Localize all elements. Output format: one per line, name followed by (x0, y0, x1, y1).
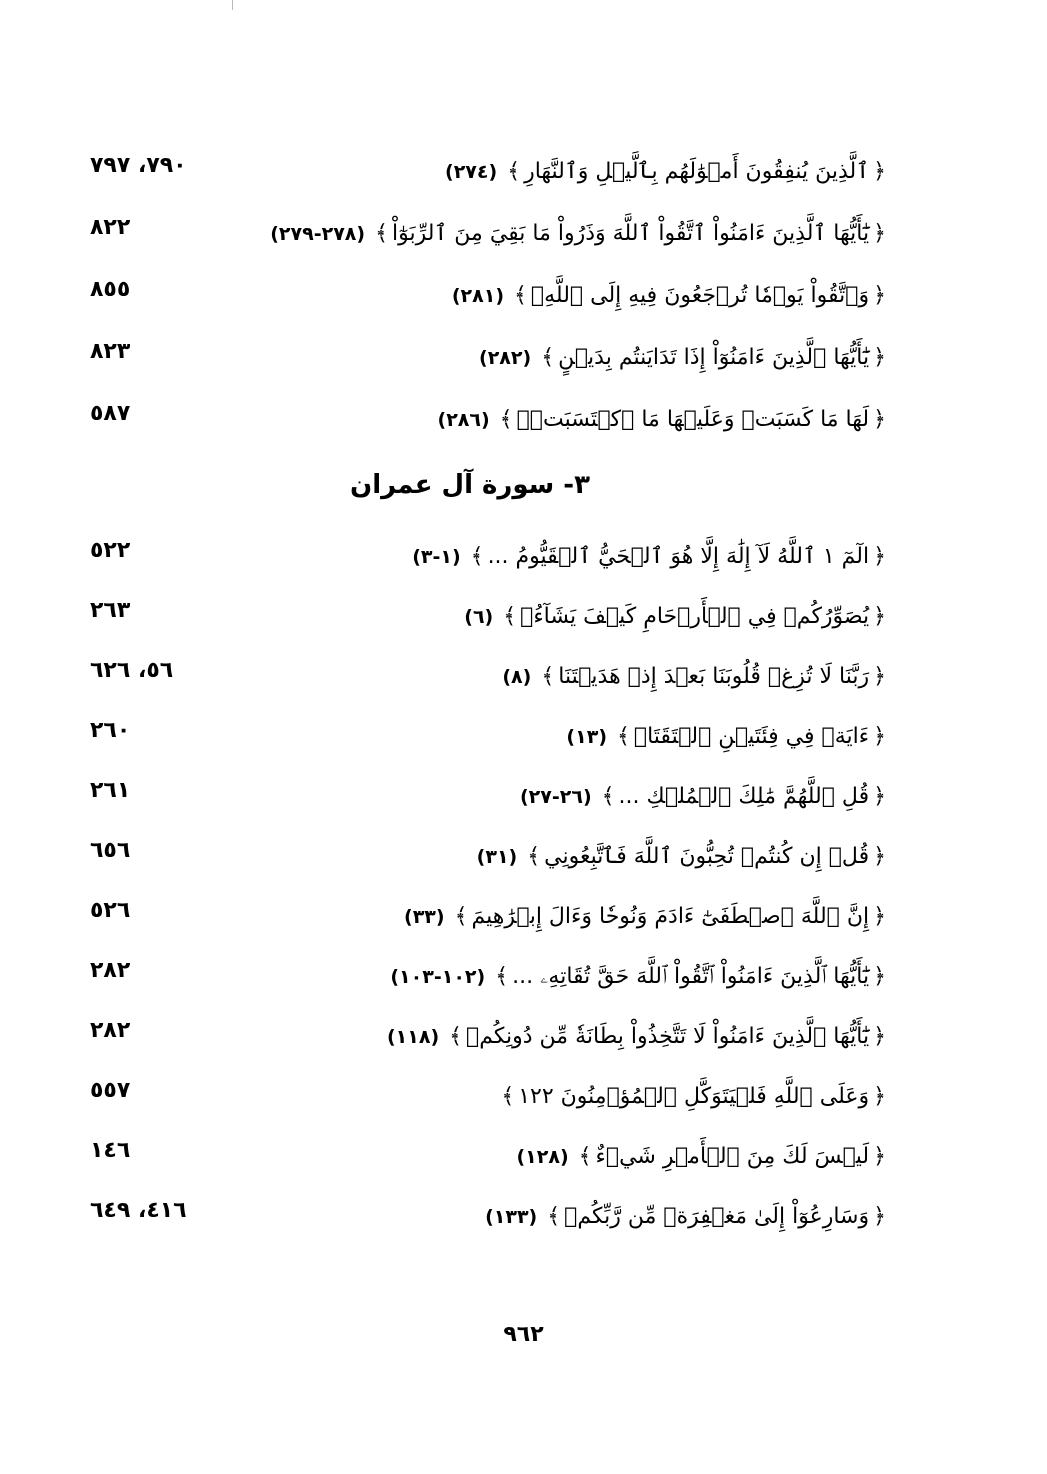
ornament-close-icon: ﴾ (547, 1204, 561, 1229)
ornament-close-icon: ﴾ (454, 904, 468, 929)
verse-text: يَٰٓأَيُّهَا ٱلَّذِينَ ءَامَنُواْ ٱتَّقُواْ ٱللَّهَ حَقَّ تُقَاتِهِۦ ... (512, 964, 870, 989)
index-row (80, 718, 890, 774)
verse-text: قُلۡ إِن كُنتُمۡ تُحِبُّونَ ٱللَّهَ فَٱتَّبِعُونِي (544, 844, 870, 869)
index-row (80, 658, 890, 714)
index-row (80, 1018, 890, 1074)
ornament-open-icon: ﴿ (873, 345, 886, 370)
page-reference: ٨٥٥ (90, 277, 131, 302)
verse-text: يَٰٓأَيُّهَا ٱلَّذِينَ ءَامَنُواْ لَا تَتَّخِذُواْ بِطَانَةٗ مِّن دُونِكُمۡ (466, 1024, 870, 1049)
page-reference: ٥٢٦ (90, 898, 131, 923)
page-reference: ٢٦١ (90, 778, 131, 803)
verse-text: يُصَوِّرُكُمۡ فِي ٱلۡأَرۡحَامِ كَيۡفَ يَشَآءُۚ (520, 604, 870, 629)
ornament-open-icon: ﴿ (873, 1024, 886, 1049)
ayah-number: (١-٣) (412, 546, 461, 568)
page-reference: ٥٥٧ (90, 1078, 131, 1103)
index-row (80, 153, 890, 209)
ayah-number: (٣٣) (404, 906, 445, 928)
verse-entry (566, 722, 890, 752)
ayah-number: (١٣٣) (485, 1206, 538, 1228)
index-row (80, 401, 890, 457)
ornament-open-icon: ﴿ (873, 724, 886, 749)
index-row (80, 598, 890, 654)
ornament-open-icon: ﴿ (873, 221, 886, 246)
verse-text: قُلِ ٱللَّهُمَّ مَٰلِكَ ٱلۡمُلۡكِ ... (618, 784, 870, 809)
verse-entry (464, 602, 890, 632)
ornament-open-icon: ﴿ (873, 844, 886, 869)
ornament-open-icon: ﴿ (873, 283, 886, 308)
verse-entry (390, 962, 890, 992)
page-reference: ٥٦، ٦٢٦ (90, 658, 174, 683)
verse-entry (479, 343, 890, 373)
verse-text: يَٰٓأَيُّهَا ٱلَّذِينَ ءَامَنُوٓاْ إِذَا تَدَايَنتُم بِدَيۡنٍ (558, 345, 870, 370)
ornament-close-icon: ﴾ (541, 664, 555, 689)
ornament-close-icon: ﴾ (507, 159, 521, 184)
index-row (80, 838, 890, 894)
page-number: ٩٦٢ (503, 1322, 544, 1347)
ornament-open-icon: ﴿ (873, 604, 886, 629)
ayah-number: (٦) (464, 606, 494, 628)
verse-text: وَعَلَى ٱللَّهِ فَلۡيَتَوَكَّلِ ٱلۡمُؤۡمِنُونَ ١٢٢ (518, 1084, 870, 1109)
ayah-number: (١٠٢-١٠٣) (390, 966, 486, 988)
ornament-close-icon: ﴾ (499, 407, 513, 432)
ayah-number: (٢٨١) (451, 285, 505, 307)
verse-text: وَسَارِعُوٓاْ إِلَىٰ مَغۡفِرَةٖ مِّن رَّبِّكُمۡ (564, 1204, 870, 1229)
verse-text: لَهَا مَا كَسَبَتۡ وَعَلَيۡهَا مَا ٱكۡتَسَبَتۡۗ (516, 407, 870, 432)
ornament-close-icon: ﴾ (375, 221, 388, 246)
ayah-number: (٣١) (476, 846, 518, 868)
ornament-close-icon: ﴾ (541, 345, 555, 370)
index-row (80, 958, 890, 1014)
page-reference: ٢٦٣ (90, 598, 131, 623)
index-row (80, 1198, 890, 1254)
verse-entry (387, 1022, 890, 1052)
page-reference: ٢٦٠ (90, 718, 131, 743)
ayah-number: (٨) (502, 666, 532, 688)
page-reference: ٨٢٢ (90, 215, 131, 240)
ayah-number: (٢٧٨-٢٧٩) (270, 223, 366, 245)
verse-text: الٓمٓ ١ ٱللَّهُ لَآ إِلَٰهَ إِلَّا هُوَ ٱلۡحَيُّ ٱلۡقَيُّومُ ... (487, 544, 870, 569)
index-row (80, 277, 890, 333)
verse-entry (452, 281, 890, 311)
verse-text: ٱلَّذِينَ يُنفِقُونَ أَمۡوَٰلَهُم بِٱلَّيۡلِ وَٱلنَّهَارِ (524, 159, 870, 184)
page-reference: ٥٨٧ (90, 401, 131, 426)
verse-entry (520, 782, 890, 812)
page-reference: ٧٩٠، ٧٩٧ (90, 153, 187, 178)
verse-text: ءَايَةٞ فِي فِئَتَيۡنِ ٱلۡتَقَتَاۖ (633, 724, 870, 749)
page-reference: ٨٢٣ (90, 339, 131, 364)
page-reference: ٢٨٢ (90, 1018, 131, 1043)
verse-entry (502, 662, 890, 692)
ornament-open-icon: ﴿ (873, 904, 886, 929)
ornament-open-icon: ﴿ (873, 664, 886, 689)
verse-entry (445, 157, 890, 187)
verse-text: يَٰٓأَيُّهَا ٱلَّذِينَ ءَامَنُواْ ٱتَّقُواْ ٱللَّهَ وَذَرُواْ مَا بَقِيَ مِنَ ٱلرِّبَوٰٓاْ (391, 221, 870, 246)
index-row (80, 215, 890, 271)
ornament-close-icon: ﴾ (617, 724, 630, 749)
index-row (80, 339, 890, 395)
ayah-number: (٢٨٢) (479, 347, 532, 369)
index-row (80, 778, 890, 834)
index-row (80, 1138, 890, 1194)
verse-text: وَٱتَّقُواْ يَوۡمٗا تُرۡجَعُونَ فِيهِ إِلَى ٱللَّهِۖ (530, 283, 870, 308)
verse-entry (516, 1142, 890, 1172)
verse-entry (477, 842, 890, 872)
verse-entry (438, 405, 891, 435)
ornament-close-icon: ﴾ (495, 964, 509, 989)
ornament-close-icon: ﴾ (503, 604, 517, 629)
ornament-open-icon: ﴿ (873, 159, 886, 184)
index-row (80, 898, 890, 954)
ornament-close-icon: ﴾ (501, 1084, 515, 1109)
ornament-close-icon: ﴾ (578, 1144, 592, 1169)
ayah-number: (١١٨) (386, 1026, 440, 1048)
verse-text: لَيۡسَ لَكَ مِنَ ٱلۡأَمۡرِ شَيۡءٌ (595, 1144, 870, 1169)
surah-heading: ٣- سورة آل عمران (350, 470, 590, 500)
ornament-open-icon: ﴿ (873, 784, 886, 809)
verse-text: رَبَّنَا لَا تُزِغۡ قُلُوبَنَا بَعۡدَ إِذۡ هَدَيۡتَنَا (558, 664, 870, 689)
ornament-open-icon: ﴿ (873, 964, 886, 989)
ayah-number: (١٣) (566, 726, 607, 748)
ayah-number: (٢٨٦) (437, 409, 490, 431)
ornament-close-icon: ﴾ (470, 544, 484, 569)
page-reference: ٢٨٢ (90, 958, 131, 983)
ayah-number: (٢٧٤) (445, 161, 498, 183)
scan-mark (232, 0, 233, 10)
ornament-open-icon: ﴿ (873, 1144, 886, 1169)
index-row (80, 1078, 890, 1134)
verse-text: إِنَّ ٱللَّهَ ٱصۡطَفَىٰٓ ءَادَمَ وَنُوحٗا وَءَالَ إِبۡرَٰهِيمَ (471, 904, 870, 929)
index-row (80, 538, 890, 594)
page-reference: ٥٢٢ (90, 538, 131, 563)
verse-entry (497, 1082, 890, 1112)
ayah-number: (١٢٨) (516, 1146, 569, 1168)
ornament-open-icon: ﴿ (873, 407, 886, 432)
page-reference: ٦٥٦ (90, 838, 131, 863)
ayah-number: (٢٦-٢٧) (519, 786, 592, 808)
ornament-close-icon: ﴾ (514, 283, 527, 308)
page-reference: ١٤٦ (90, 1138, 131, 1163)
verse-entry (404, 902, 890, 932)
ornament-close-icon: ﴾ (449, 1024, 463, 1049)
ornament-open-icon: ﴿ (873, 1084, 886, 1109)
page-reference: ٤١٦، ٦٤٩ (90, 1198, 187, 1223)
ornament-close-icon: ﴾ (527, 844, 541, 869)
verse-entry (412, 542, 890, 572)
ornament-close-icon: ﴾ (601, 784, 615, 809)
ornament-open-icon: ﴿ (873, 544, 886, 569)
verse-entry (270, 219, 890, 249)
ornament-open-icon: ﴿ (873, 1204, 886, 1229)
verse-entry (485, 1202, 890, 1232)
